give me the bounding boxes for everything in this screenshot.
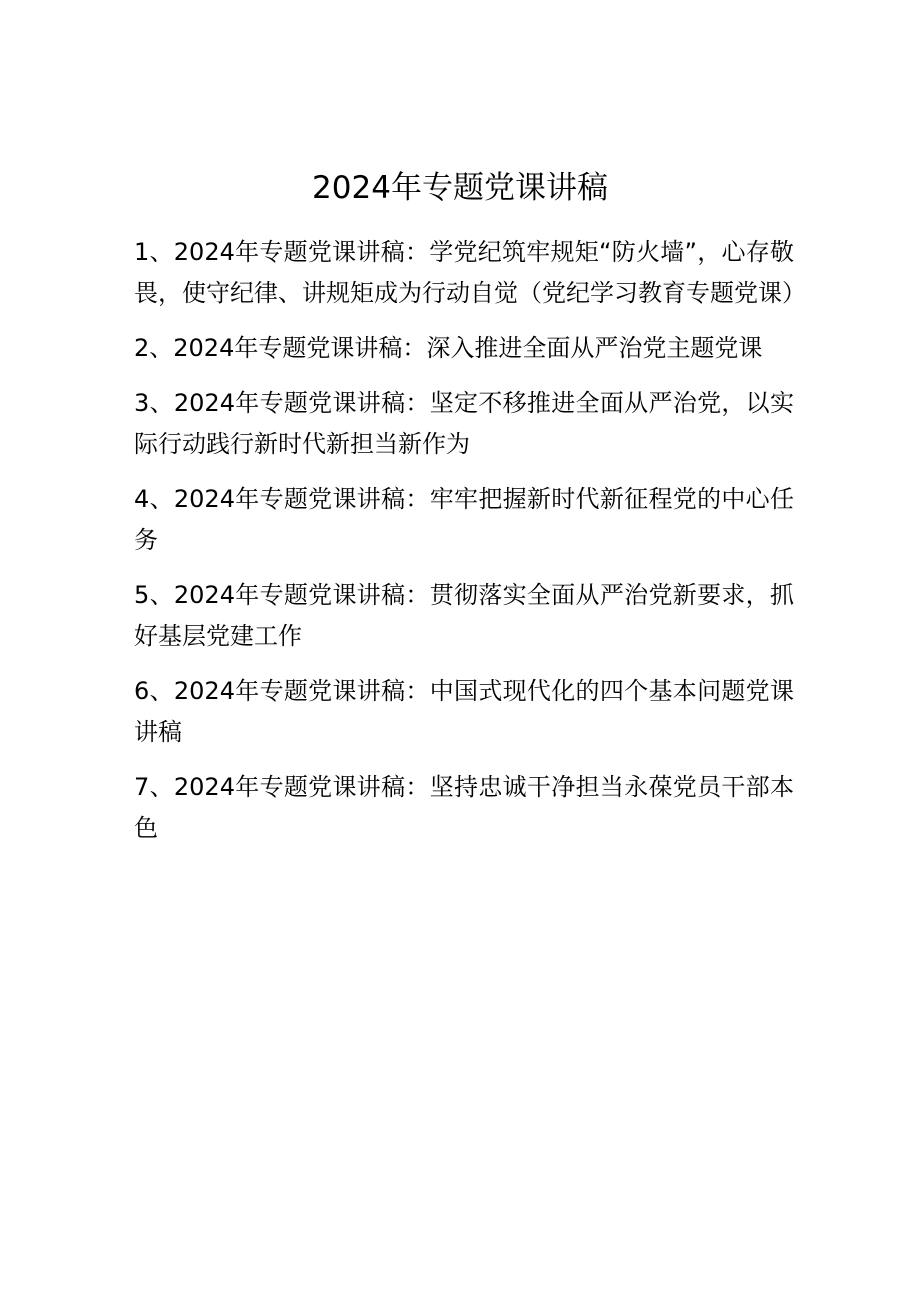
toc-item-3: 3、2024年专题党课讲稿：坚定不移推进全面从严治党，以实际行动践行新时代新担当新作为	[134, 389, 794, 458]
table-of-contents	[134, 232, 806, 863]
toc-item-6: 6、2024年专题党课讲稿：中国式现代化的四个基本问题党课讲稿	[134, 677, 794, 746]
toc-item-1: 1、2024年专题党课讲稿：学党纪筑牢规矩“防火墙”，心存敬畏，使守纪律、讲规矩成为行动自觉（党纪学习教育专题党课）	[134, 238, 806, 307]
toc-item-4: 4、2024年专题党课讲稿：牢牢把握新时代新征程党的中心任务	[134, 485, 794, 554]
document-title: 2024年专题党课讲稿	[312, 170, 608, 206]
toc-item-5: 5、2024年专题党课讲稿：贯彻落实全面从严治党新要求，抓好基层党建工作	[134, 581, 794, 650]
toc-item-7: 7、2024年专题党课讲稿：坚持忠诚干净担当永葆党员干部本色	[134, 773, 794, 842]
toc-item-2: 2、2024年专题党课讲稿：深入推进全面从严治党主题党课	[134, 334, 763, 362]
